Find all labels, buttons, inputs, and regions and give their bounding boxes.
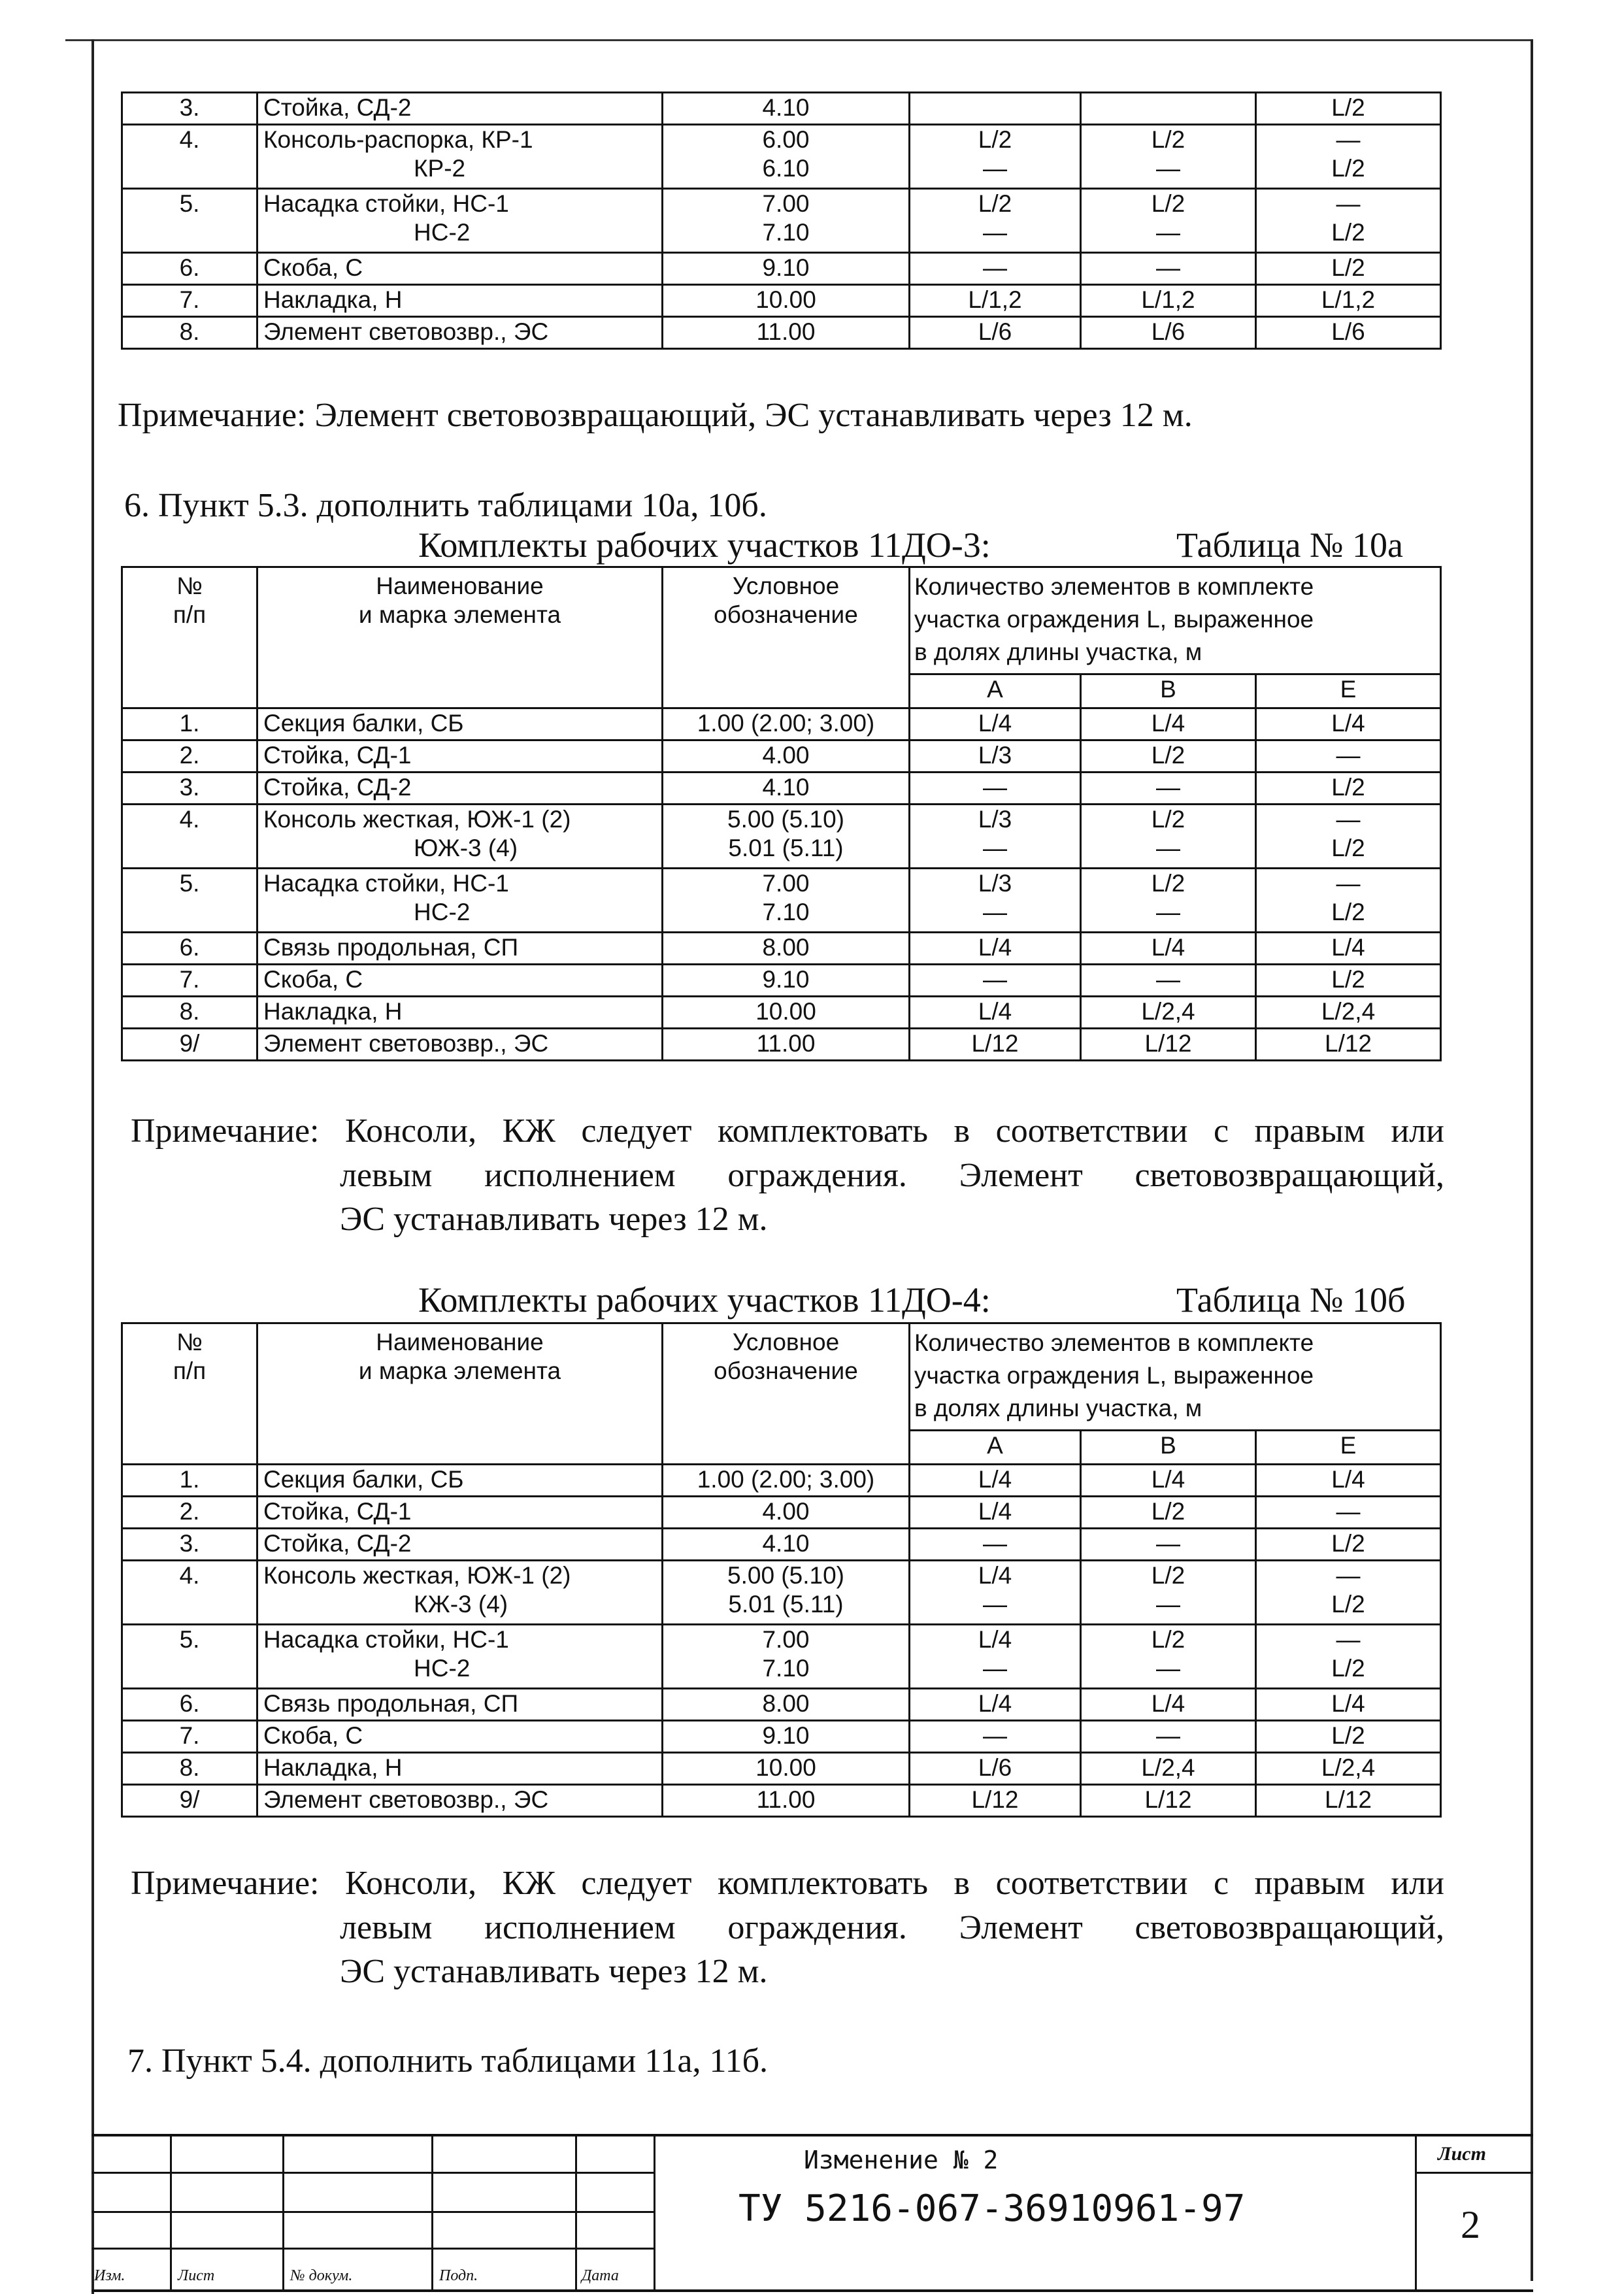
item-7-text: 7. Пункт 5.4. дополнить таблицами 11а, 11б. (127, 2042, 769, 2080)
element-name: Скоба, С (257, 253, 663, 285)
row-number: 5. (122, 189, 257, 253)
qty-b: L/2 — (1081, 189, 1256, 253)
qty-a: — (910, 965, 1081, 997)
item-6-text: 6. Пункт 5.3. дополнить таблицами 10а, 10б. (124, 487, 767, 524)
row-number: 8. (122, 1753, 257, 1785)
element-code: 11.00 (663, 1785, 910, 1817)
continued-table-body (122, 93, 1441, 349)
col-header-number: № п/п (122, 567, 257, 708)
title-block (91, 2134, 1533, 2292)
col-header-quantity: Количество элементов в комплекте участка ограждения L, выраженное в долях длины участка, м (910, 567, 1441, 674)
row-number: 1. (122, 708, 257, 740)
element-name: Накладка, Н (257, 1753, 663, 1785)
sheet-number: 2 (1461, 2203, 1480, 2246)
element-code: 10.00 (663, 285, 910, 317)
qty-a: L/12 (910, 1785, 1081, 1817)
element-name: Скоба, С (257, 965, 663, 997)
row-number: 4. (122, 805, 257, 869)
continued-table (121, 91, 1442, 350)
qty-a: L/3 — (910, 805, 1081, 869)
row-number: 5. (122, 1625, 257, 1689)
element-name: Элемент световозвр., ЭС (257, 1785, 663, 1817)
table-row (122, 740, 1441, 773)
element-name: Консоль-распорка, КР-1 КР-2 (257, 125, 663, 189)
qty-e: — L/2 (1256, 125, 1441, 189)
qty-e: — (1256, 740, 1441, 773)
qty-a: L/4 (910, 997, 1081, 1029)
qty-b: — (1081, 965, 1256, 997)
element-name: Стойка, СД-1 (257, 740, 663, 773)
col-header-code: Условное обозначение (663, 567, 910, 708)
qty-e: L/12 (1256, 1029, 1441, 1061)
row-number: 3. (122, 773, 257, 805)
qty-a: L/3 (910, 740, 1081, 773)
table-row (122, 285, 1441, 317)
element-name: Стойка, СД-2 (257, 93, 663, 125)
qty-a: L/6 (910, 317, 1081, 349)
qty-a: L/4 — (910, 1561, 1081, 1625)
title-col-doc: № докум. (290, 2267, 353, 2284)
element-name: Консоль жесткая, ЮЖ-1 (2) ЮЖ-3 (4) (257, 805, 663, 869)
element-code: 7.00 7.10 (663, 189, 910, 253)
table-10b-body (122, 1465, 1441, 1817)
qty-b: L/2 (1081, 1497, 1256, 1529)
qty-b (1081, 93, 1256, 125)
element-name: Связь продольная, СП (257, 933, 663, 965)
qty-b: L/2,4 (1081, 1753, 1256, 1785)
col-header-code: Условное обозначение (663, 1323, 910, 1465)
qty-a: L/3 — (910, 869, 1081, 933)
qty-a: L/1,2 (910, 285, 1081, 317)
qty-a: L/6 (910, 1753, 1081, 1785)
qty-b: — (1081, 773, 1256, 805)
row-number: 4. (122, 125, 257, 189)
qty-e: L/12 (1256, 1785, 1441, 1817)
element-code: 11.00 (663, 317, 910, 349)
row-number: 1. (122, 1465, 257, 1497)
qty-b: L/6 (1081, 317, 1256, 349)
table-row (122, 93, 1441, 125)
row-number: 4. (122, 1561, 257, 1625)
col-header-e: Е (1256, 1431, 1441, 1465)
table-10b-caption: Комплекты рабочих участков 11ДО-4: (418, 1280, 991, 1320)
row-number: 8. (122, 317, 257, 349)
row-number: 6. (122, 933, 257, 965)
row-number: 2. (122, 1497, 257, 1529)
col-header-b: В (1081, 674, 1256, 708)
table-row (122, 1465, 1441, 1497)
qty-b: L/2 — (1081, 1561, 1256, 1625)
table-10a-caption: Комплекты рабочих участков 11ДО-3: (418, 525, 991, 565)
col-header-number: № п/п (122, 1323, 257, 1465)
element-name: Элемент световозвр., ЭС (257, 1029, 663, 1061)
table-row (122, 708, 1441, 740)
document-code: ТУ 5216-067-36910961-97 (738, 2187, 1246, 2230)
table-row (122, 1497, 1441, 1529)
title-col-date: Дата (582, 2267, 619, 2284)
element-name: Скоба, С (257, 1721, 663, 1753)
row-number: 7. (122, 1721, 257, 1753)
element-name: Накладка, Н (257, 997, 663, 1029)
table-row (122, 1529, 1441, 1561)
element-name: Насадка стойки, НС-1 НС-2 (257, 189, 663, 253)
qty-a: L/4 (910, 1497, 1081, 1529)
row-number: 2. (122, 740, 257, 773)
qty-b: L/2,4 (1081, 997, 1256, 1029)
qty-b: L/12 (1081, 1785, 1256, 1817)
element-name: Накладка, Н (257, 285, 663, 317)
table-row (122, 253, 1441, 285)
qty-e: L/4 (1256, 1465, 1441, 1497)
element-code: 9.10 (663, 1721, 910, 1753)
qty-b: L/2 — (1081, 805, 1256, 869)
note-reflective-element: Примечание: Элемент световозвращающий, ЭС устанавливать через 12 м. (118, 397, 1193, 434)
qty-e: L/4 (1256, 708, 1441, 740)
element-code: 4.10 (663, 773, 910, 805)
qty-b: L/2 — (1081, 125, 1256, 189)
qty-e: L/6 (1256, 317, 1441, 349)
qty-b: L/2 — (1081, 1625, 1256, 1689)
qty-e: — L/2 (1256, 1561, 1441, 1625)
element-code: 6.00 6.10 (663, 125, 910, 189)
row-number: 7. (122, 965, 257, 997)
qty-a: L/4 (910, 933, 1081, 965)
qty-a: L/2 — (910, 125, 1081, 189)
element-code: 8.00 (663, 933, 910, 965)
qty-a (910, 93, 1081, 125)
row-number: 6. (122, 253, 257, 285)
qty-a: — (910, 1529, 1081, 1561)
title-col-izm: Изм. (94, 2267, 125, 2284)
row-number: 9/ (122, 1785, 257, 1817)
table-row (122, 1029, 1441, 1061)
element-code: 4.00 (663, 740, 910, 773)
qty-a: — (910, 773, 1081, 805)
col-header-name: Наименование и марка элемента (257, 567, 663, 708)
table-row (122, 869, 1441, 933)
col-header-quantity: Количество элементов в комплекте участка ограждения L, выраженное в долях длины участка, м (910, 1323, 1441, 1431)
qty-b: L/4 (1081, 933, 1256, 965)
element-name: Стойка, СД-1 (257, 1497, 663, 1529)
qty-e: L/4 (1256, 933, 1441, 965)
element-name: Секция балки, СБ (257, 708, 663, 740)
qty-e: L/2 (1256, 253, 1441, 285)
qty-a: L/4 (910, 708, 1081, 740)
row-number: 8. (122, 997, 257, 1029)
table-10b (121, 1322, 1442, 1818)
qty-b: L/4 (1081, 1465, 1256, 1497)
row-number: 9/ (122, 1029, 257, 1061)
element-name: Связь продольная, СП (257, 1689, 663, 1721)
qty-a: L/4 (910, 1689, 1081, 1721)
qty-e: L/1,2 (1256, 285, 1441, 317)
element-code: 7.00 7.10 (663, 1625, 910, 1689)
frame-right-line (1531, 39, 1533, 2281)
row-number: 3. (122, 1529, 257, 1561)
element-code: 1.00 (2.00; 3.00) (663, 1465, 910, 1497)
qty-a: L/12 (910, 1029, 1081, 1061)
element-name: Стойка, СД-2 (257, 1529, 663, 1561)
col-header-e: Е (1256, 674, 1441, 708)
title-col-sign: Подп. (439, 2267, 478, 2284)
row-number: 7. (122, 285, 257, 317)
note-consoles-10a: Примечание: Консоли, КЖ следует комплектовать в соответствии с правым или левым исполнением ограждения. Элемент световозвращающий, ЭС устанавливать через 12 м. (131, 1112, 1444, 1238)
qty-e: L/2 (1256, 773, 1441, 805)
table-row (122, 189, 1441, 253)
table-row (122, 997, 1441, 1029)
element-code: 9.10 (663, 965, 910, 997)
table-row (122, 1625, 1441, 1689)
change-number: Изменение № 2 (804, 2146, 999, 2174)
qty-e: — L/2 (1256, 869, 1441, 933)
qty-e: L/2,4 (1256, 1753, 1441, 1785)
qty-e: — L/2 (1256, 805, 1441, 869)
qty-b: — (1081, 253, 1256, 285)
element-code: 7.00 7.10 (663, 869, 910, 933)
qty-b: L/12 (1081, 1029, 1256, 1061)
qty-e: L/4 (1256, 1689, 1441, 1721)
qty-b: L/2 (1081, 740, 1256, 773)
table-row (122, 1689, 1441, 1721)
qty-b: L/2 — (1081, 869, 1256, 933)
element-code: 4.10 (663, 93, 910, 125)
qty-a: — (910, 253, 1081, 285)
element-code: 9.10 (663, 253, 910, 285)
table-row (122, 125, 1441, 189)
element-name: Стойка, СД-2 (257, 773, 663, 805)
element-code: 4.10 (663, 1529, 910, 1561)
qty-e: — L/2 (1256, 189, 1441, 253)
note-consoles-10b: Примечание: Консоли, КЖ следует комплектовать в соответствии с правым или левым исполнением ограждения. Элемент световозвращающий, ЭС устанавливать через 12 м. (131, 1865, 1444, 1991)
element-code: 5.00 (5.10) 5.01 (5.11) (663, 1561, 910, 1625)
table-10a-body (122, 708, 1441, 1061)
table-row (122, 773, 1441, 805)
col-header-a: А (910, 1431, 1081, 1465)
row-number: 6. (122, 1689, 257, 1721)
row-number: 3. (122, 93, 257, 125)
element-code: 10.00 (663, 997, 910, 1029)
table-row (122, 1721, 1441, 1753)
qty-e: — (1256, 1497, 1441, 1529)
qty-e: L/2 (1256, 1529, 1441, 1561)
col-header-a: А (910, 674, 1081, 708)
element-code: 4.00 (663, 1497, 910, 1529)
table-row (122, 965, 1441, 997)
qty-e: L/2 (1256, 93, 1441, 125)
qty-a: L/2 — (910, 189, 1081, 253)
element-code: 11.00 (663, 1029, 910, 1061)
element-code: 10.00 (663, 1753, 910, 1785)
qty-a: L/4 (910, 1465, 1081, 1497)
qty-e: L/2 (1256, 1721, 1441, 1753)
element-code: 8.00 (663, 1689, 910, 1721)
qty-b: L/1,2 (1081, 285, 1256, 317)
table-row (122, 1753, 1441, 1785)
table-row (122, 1561, 1441, 1625)
table-10a-label: Таблица № 10а (1176, 525, 1403, 565)
qty-e: L/2,4 (1256, 997, 1441, 1029)
qty-e: L/2 (1256, 965, 1441, 997)
qty-a: — (910, 1721, 1081, 1753)
frame-top-line (65, 39, 1533, 41)
table-row (122, 317, 1441, 349)
qty-b: L/4 (1081, 708, 1256, 740)
table-row (122, 805, 1441, 869)
table-row (122, 1785, 1441, 1817)
table-10b-label: Таблица № 10б (1176, 1280, 1406, 1320)
table-row (122, 933, 1441, 965)
element-name: Насадка стойки, НС-1 НС-2 (257, 1625, 663, 1689)
qty-b: — (1081, 1721, 1256, 1753)
element-code: 5.00 (5.10) 5.01 (5.11) (663, 805, 910, 869)
table-10a (121, 566, 1442, 1061)
element-name: Элемент световозвр., ЭС (257, 317, 663, 349)
qty-b: — (1081, 1529, 1256, 1561)
qty-e: — L/2 (1256, 1625, 1441, 1689)
row-number: 5. (122, 869, 257, 933)
frame-left-line (91, 39, 94, 2294)
element-name: Консоль жесткая, ЮЖ-1 (2) КЖ-3 (4) (257, 1561, 663, 1625)
sheet-label: Лист (1438, 2143, 1486, 2165)
qty-b: L/4 (1081, 1689, 1256, 1721)
col-header-b: В (1081, 1431, 1256, 1465)
element-name: Насадка стойки, НС-1 НС-2 (257, 869, 663, 933)
element-code: 1.00 (2.00; 3.00) (663, 708, 910, 740)
col-header-name: Наименование и марка элемента (257, 1323, 663, 1465)
qty-a: L/4 — (910, 1625, 1081, 1689)
title-col-list: Лист (178, 2267, 215, 2284)
element-name: Секция балки, СБ (257, 1465, 663, 1497)
